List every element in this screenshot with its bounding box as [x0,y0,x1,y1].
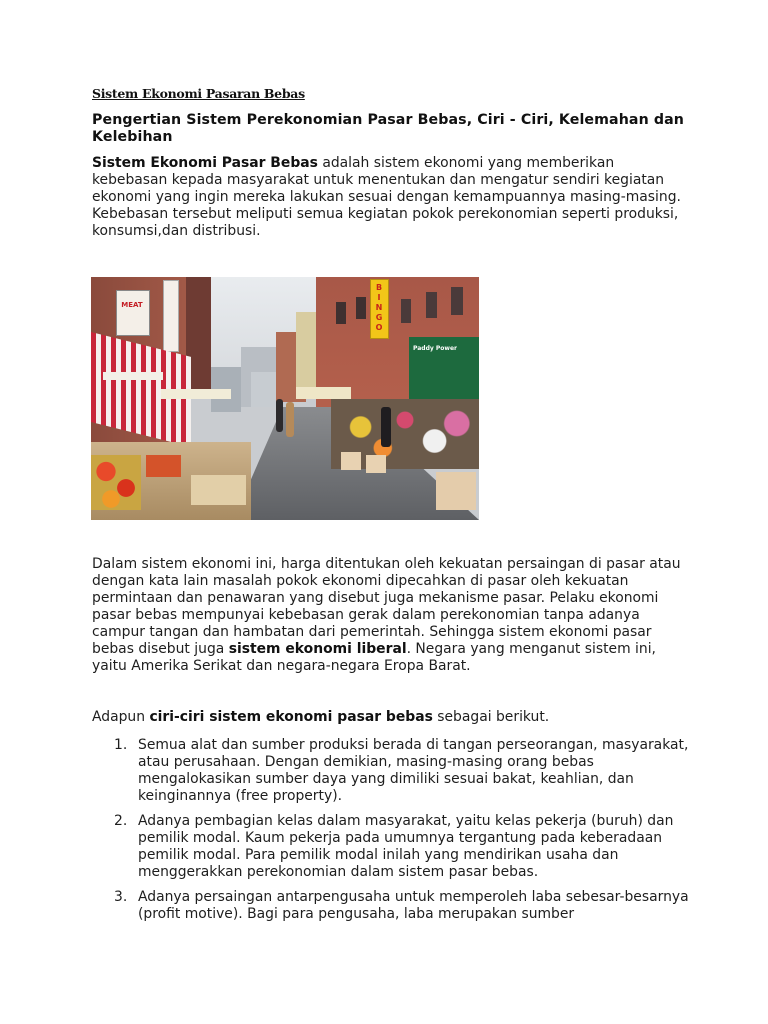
document-title: Sistem Ekonomi Pasaran Bebas [92,86,305,101]
document-subtitle: Pengertian Sistem Perekonomian Pasar Bebas, Ciri - Ciri, Kelemahan dan Kelebihan [92,112,684,145]
paragraph-text: sebagai berikut. [432,709,550,725]
list-item-text: Adanya pembagian kelas dalam masyarakat, yaitu kelas pekerja (buruh) dan pemilik modal. Kaum pekerja pada umumnya tergantung pada keberadaan pemilik modal. Para pemilik modal inilah yang mendirikan usaha dan menggerakkan perekonomian dalam sistem pasar bebas. [138,813,674,880]
paragraph-market-mechanism [92,556,692,675]
list-number: 1. [114,737,128,753]
list-item [92,737,692,805]
list-item-text: Adanya persaingan antarpengusaha untuk memperoleh laba sebesar-besarnya (profit motive). Bagi para pengusaha, laba merupakan sumber [138,889,689,922]
paragraph-definition [92,155,692,240]
list-number: 3. [114,889,128,905]
bingo-sign-text: B I N G O [375,283,383,332]
list-item-text: Semua alat dan sumber produksi berada di tangan perseorangan, masyarakat, atau perusahaan. Dengan demikian, masing-masing orang bebas mengalokasikan sumber daya yang dimiliki sesuai bakat, keahlian, dan keinginannya (free property). [138,737,689,804]
paragraph-text: Adapun [92,709,150,725]
paragraph-text: Dalam sistem ekonomi ini, harga ditentukan oleh kekuatan persaingan di pasar atau dengan kata lain masalah pokok ekonomi dipecahkan di pasar oleh kekuatan permintaan dan penawaran yang disebut juga mekanisme pasar. Pelaku ekonomi pasar bebas mempunyai kebebasan gerak dalam perekonomian tanpa adanya campur tangan dan hambatan dari pemerintah. Sehingga sistem ekonomi pasar bebas disebut juga [92,556,681,657]
bold-term: ciri-ciri sistem ekonomi pasar bebas [149,709,433,725]
paragraph-text: . Negara yang menganut sistem ini, yaitu Amerika Serikat dan negara-negara Eropa Barat. [92,641,656,674]
list-item [92,889,692,923]
bold-term: sistem ekonomi liberal [228,641,407,657]
characteristics-list [92,737,692,931]
list-item [92,813,692,881]
paragraph-text: adalah sistem ekonomi yang memberikan kebebasan kepada masyarakat untuk menentukan dan mengatur sendiri kegiatan ekonomi yang ingin mereka lakukan sesuai dengan kemampuannya masing-masing. Kebebasan tersebut meliputi semua kegiatan pokok perekonomian seperti produksi, konsumsi,dan distribusi. [92,155,681,239]
paragraph-characteristics-intro [92,709,692,726]
bold-term: Sistem Ekonomi Pasar Bebas [92,155,318,171]
market-photo: B I N G O Paddy Power MEAT [91,277,479,520]
list-number: 2. [114,813,128,829]
